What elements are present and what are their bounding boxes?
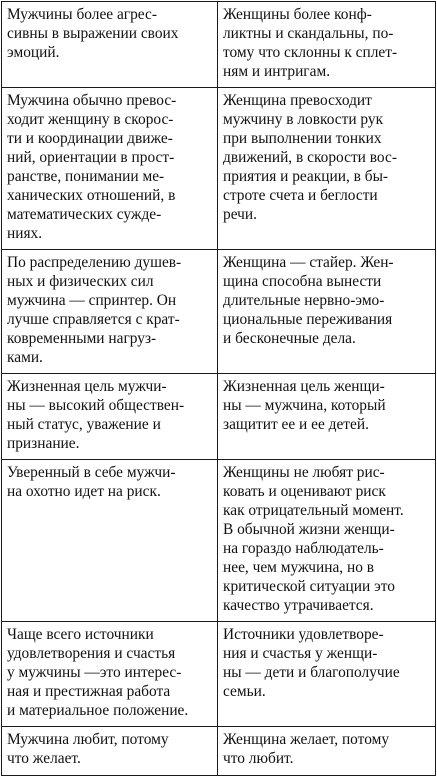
women-cell — [218, 88, 436, 250]
table-row — [2, 727, 436, 776]
women-cell — [218, 250, 436, 374]
men-cell — [2, 622, 218, 727]
women-cell — [218, 460, 436, 622]
women-cell — [218, 2, 436, 88]
men-text: Мужчина любит, потому что желает. — [7, 731, 169, 767]
men-cell — [2, 374, 218, 460]
men-text: Жизненная цель мужчи- ны — высокий обществен- ный статус, уважение и признание. — [7, 378, 185, 452]
women-text: Жизненная цель женщи- ны — мужчина, который защитит ее и ее детей. — [223, 378, 386, 433]
men-text: Мужчины более агрес- сивны в выражении своих эмоций. — [7, 6, 179, 61]
women-cell — [218, 727, 436, 776]
men-text: Уверенный в себе мужчи- на охотно идет на риск. — [7, 464, 176, 500]
table-row — [2, 622, 436, 727]
table-row — [2, 250, 436, 374]
table-row — [2, 460, 436, 622]
women-text: Женщина — стайер. Жен- щина способна вынести длительные нервно-эмо- циональные переживания и бесконечные дела. — [223, 254, 394, 347]
men-cell — [2, 88, 218, 250]
women-text: Источники удовлетворе- ния и счастья у женщи- ны — дети и благополучие семьи. — [223, 626, 400, 700]
men-text: Мужчина обычно превос- ходит женщину в скорос- ти и координации движе- ний, ориентации в прост- ранстве, понимании ме- ханических отношений, в математических сужде- ниях. — [7, 92, 177, 242]
men-text: Чаще всего источники удовлетворения и счастья у мужчины —это интерес- ная и престижная работа и материальное положение. — [7, 626, 189, 719]
women-cell — [218, 374, 436, 460]
men-text: По распределению душев- ных и физических сил мужчина — спринтер. Он лучше справляется с крат- ковременными нагруз- ками. — [7, 254, 182, 366]
women-text: Женщины более конф- ликтны и скандальны, по- тому что склонны к сплет- ням и интригам. — [223, 6, 398, 80]
table-row — [2, 374, 436, 460]
women-text: Женщина желает, потому что любит. — [223, 731, 390, 767]
women-cell — [218, 622, 436, 727]
women-text: Женщина превосходит мужчину в ловкости рук при выполнении тонких движений, в скорости вос- приятия и реакции, в бы- строте счета и беглости речи. — [223, 92, 397, 223]
table-row — [2, 88, 436, 250]
women-text: Женщины не любят рис- ковать и оценивают риск как отрицательный момент. В обычной жизни женщи- на гораздо наблюдатель- нее, чем мужчина, но в критической ситуации это качество утрачивается. — [223, 464, 404, 614]
men-cell — [2, 727, 218, 776]
men-cell — [2, 460, 218, 622]
table-row — [2, 2, 436, 88]
men-cell — [2, 250, 218, 374]
comparison-table — [1, 1, 436, 776]
men-cell — [2, 2, 218, 88]
